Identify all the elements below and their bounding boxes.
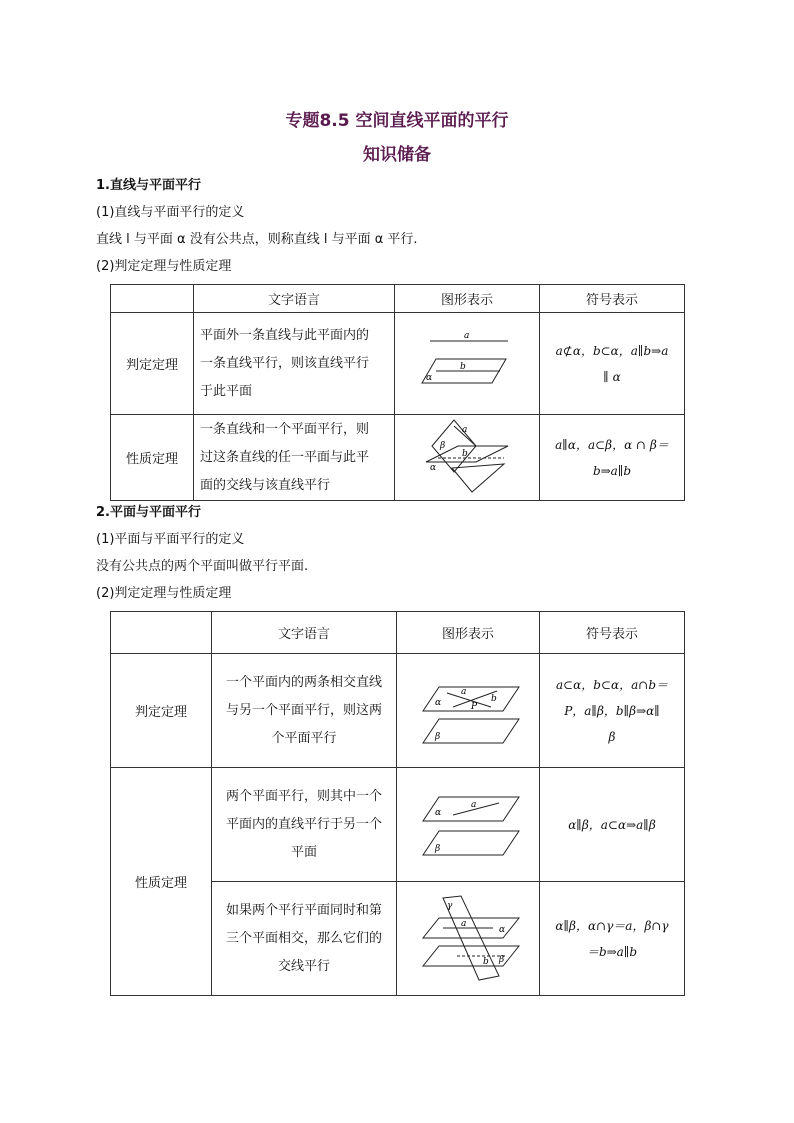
svg-text:γ: γ bbox=[447, 900, 453, 911]
text-line: 两个平面平行，则其中一个 bbox=[225, 788, 382, 804]
svg-text:b: b bbox=[491, 693, 497, 704]
section1-def-heading: (1)直线与平面平行的定义 bbox=[96, 205, 245, 220]
table-row bbox=[111, 654, 685, 768]
text-line: 过这条直线的任一平面与此平 bbox=[200, 449, 370, 465]
line-plane-table bbox=[110, 284, 685, 501]
table-header: 图形表示 bbox=[395, 285, 540, 313]
section2-heading: 2.平面与平面平行 bbox=[96, 505, 201, 520]
symbol-line: α∥β，a⊂α⇒a∥β bbox=[568, 817, 656, 832]
svg-text:α: α bbox=[435, 807, 442, 818]
table-row bbox=[111, 415, 685, 501]
svg-text:a: a bbox=[462, 424, 468, 435]
text-line: 个平面平行 bbox=[271, 730, 337, 746]
section2-thm-heading: (2)判定定理与性质定理 bbox=[96, 586, 232, 601]
text-line: 面的交线与该直线平行 bbox=[200, 477, 331, 493]
svg-text:a: a bbox=[461, 686, 467, 697]
text-line: 平面 bbox=[290, 844, 317, 860]
table-header bbox=[111, 612, 212, 654]
text-line: 一个平面内的两条相交直线 bbox=[225, 674, 382, 690]
row-label: 判定定理 bbox=[111, 654, 212, 768]
page-title: 专题8.5 空间直线平面的平行 bbox=[285, 111, 509, 131]
row-label: 判定定理 bbox=[111, 313, 194, 415]
section2-def-text: 没有公共点的两个平面叫做平行平面. bbox=[96, 559, 309, 574]
table-header-row bbox=[111, 612, 685, 654]
symbol-cell bbox=[540, 415, 685, 501]
svg-text:α: α bbox=[426, 372, 433, 383]
text-line: 平面内的直线平行于另一个 bbox=[225, 816, 382, 832]
text-line: 于此平面 bbox=[200, 383, 253, 399]
text-line: 如果两个平行平面同时和第 bbox=[225, 902, 382, 918]
table-header: 文字语言 bbox=[212, 612, 397, 654]
line-plane-property-figure bbox=[412, 416, 522, 496]
table-row bbox=[111, 313, 685, 415]
svg-text:β: β bbox=[499, 954, 505, 965]
figure-cell bbox=[397, 768, 540, 882]
svg-text:b: b bbox=[483, 956, 489, 967]
text-line: 一条直线和一个平面平行，则 bbox=[200, 421, 370, 437]
text-cell bbox=[212, 768, 397, 882]
table-header-row bbox=[111, 285, 685, 313]
row-label: 性质定理 bbox=[111, 415, 194, 501]
text-cell bbox=[194, 313, 395, 415]
svg-text:α: α bbox=[435, 697, 442, 708]
text-cell bbox=[212, 654, 397, 768]
text-cell bbox=[194, 415, 395, 501]
figure-cell bbox=[397, 654, 540, 768]
figure-cell bbox=[395, 415, 540, 501]
symbol-line: β bbox=[608, 729, 616, 744]
svg-text:b: b bbox=[462, 448, 468, 459]
symbol-line: ∥ α bbox=[603, 369, 621, 384]
section2-def-heading: (1)平面与平面平行的定义 bbox=[96, 532, 245, 547]
table-header: 符号表示 bbox=[540, 285, 685, 313]
table-header: 文字语言 bbox=[194, 285, 395, 313]
svg-text:b: b bbox=[460, 361, 466, 372]
symbol-cell bbox=[540, 882, 685, 996]
row-label: 性质定理 bbox=[111, 768, 212, 996]
section1-def-text: 直线 l 与平面 α 没有公共点，则称直线 l 与平面 α 平行. bbox=[96, 232, 418, 247]
symbol-line: P，a∥β，b∥β⇒α∥ bbox=[564, 703, 660, 718]
text-cell bbox=[212, 882, 397, 996]
section1-thm-heading: (2)判定定理与性质定理 bbox=[96, 259, 232, 274]
symbol-cell bbox=[540, 313, 685, 415]
svg-text:β: β bbox=[435, 843, 441, 854]
symbol-line: a⊄α，b⊂α，a∥b⇒a bbox=[555, 343, 669, 358]
text-line: 一条直线平行，则该直线平行 bbox=[200, 355, 370, 371]
text-line: 与另一个平面平行，则这两 bbox=[225, 702, 382, 718]
svg-text:a: a bbox=[471, 799, 477, 810]
symbol-line: ＝b⇒a∥b bbox=[586, 944, 638, 959]
symbol-line: a⊂α，b⊂α，a∩b＝ bbox=[555, 677, 669, 692]
svg-text:α: α bbox=[499, 924, 506, 935]
svg-text:a: a bbox=[464, 330, 470, 341]
svg-text:β: β bbox=[440, 440, 446, 451]
svg-text:a: a bbox=[461, 918, 467, 929]
symbol-cell bbox=[540, 768, 685, 882]
svg-text:α: α bbox=[430, 462, 437, 473]
section1-heading: 1.直线与平面平行 bbox=[96, 178, 201, 193]
text-line: 交线平行 bbox=[277, 958, 330, 974]
table-header bbox=[111, 285, 194, 313]
table-header: 符号表示 bbox=[540, 612, 685, 654]
three-planes-figure bbox=[413, 892, 523, 982]
plane-plane-table bbox=[110, 611, 685, 996]
svg-text:β: β bbox=[435, 731, 441, 742]
text-line: 平面外一条直线与此平面内的 bbox=[200, 327, 370, 343]
symbol-line: α∥β，α∩γ＝a，β∩γ bbox=[555, 918, 669, 933]
line-parallel-plane-figure bbox=[412, 327, 522, 397]
plane-parallel-criterion-figure bbox=[413, 669, 523, 749]
symbol-line: a∥α，a⊂β，α ∩ β＝ bbox=[555, 437, 669, 452]
page-subtitle: 知识储备 bbox=[363, 145, 431, 165]
text-line: 三个平面相交，那么它们的 bbox=[225, 930, 382, 946]
figure-cell bbox=[395, 313, 540, 415]
table-header: 图形表示 bbox=[397, 612, 540, 654]
plane-parallel-property-figure bbox=[413, 783, 523, 863]
figure-cell bbox=[397, 882, 540, 996]
symbol-line: b⇒a∥b bbox=[592, 463, 632, 478]
table-row bbox=[111, 768, 685, 882]
svg-text:P: P bbox=[471, 701, 478, 712]
symbol-cell bbox=[540, 654, 685, 768]
